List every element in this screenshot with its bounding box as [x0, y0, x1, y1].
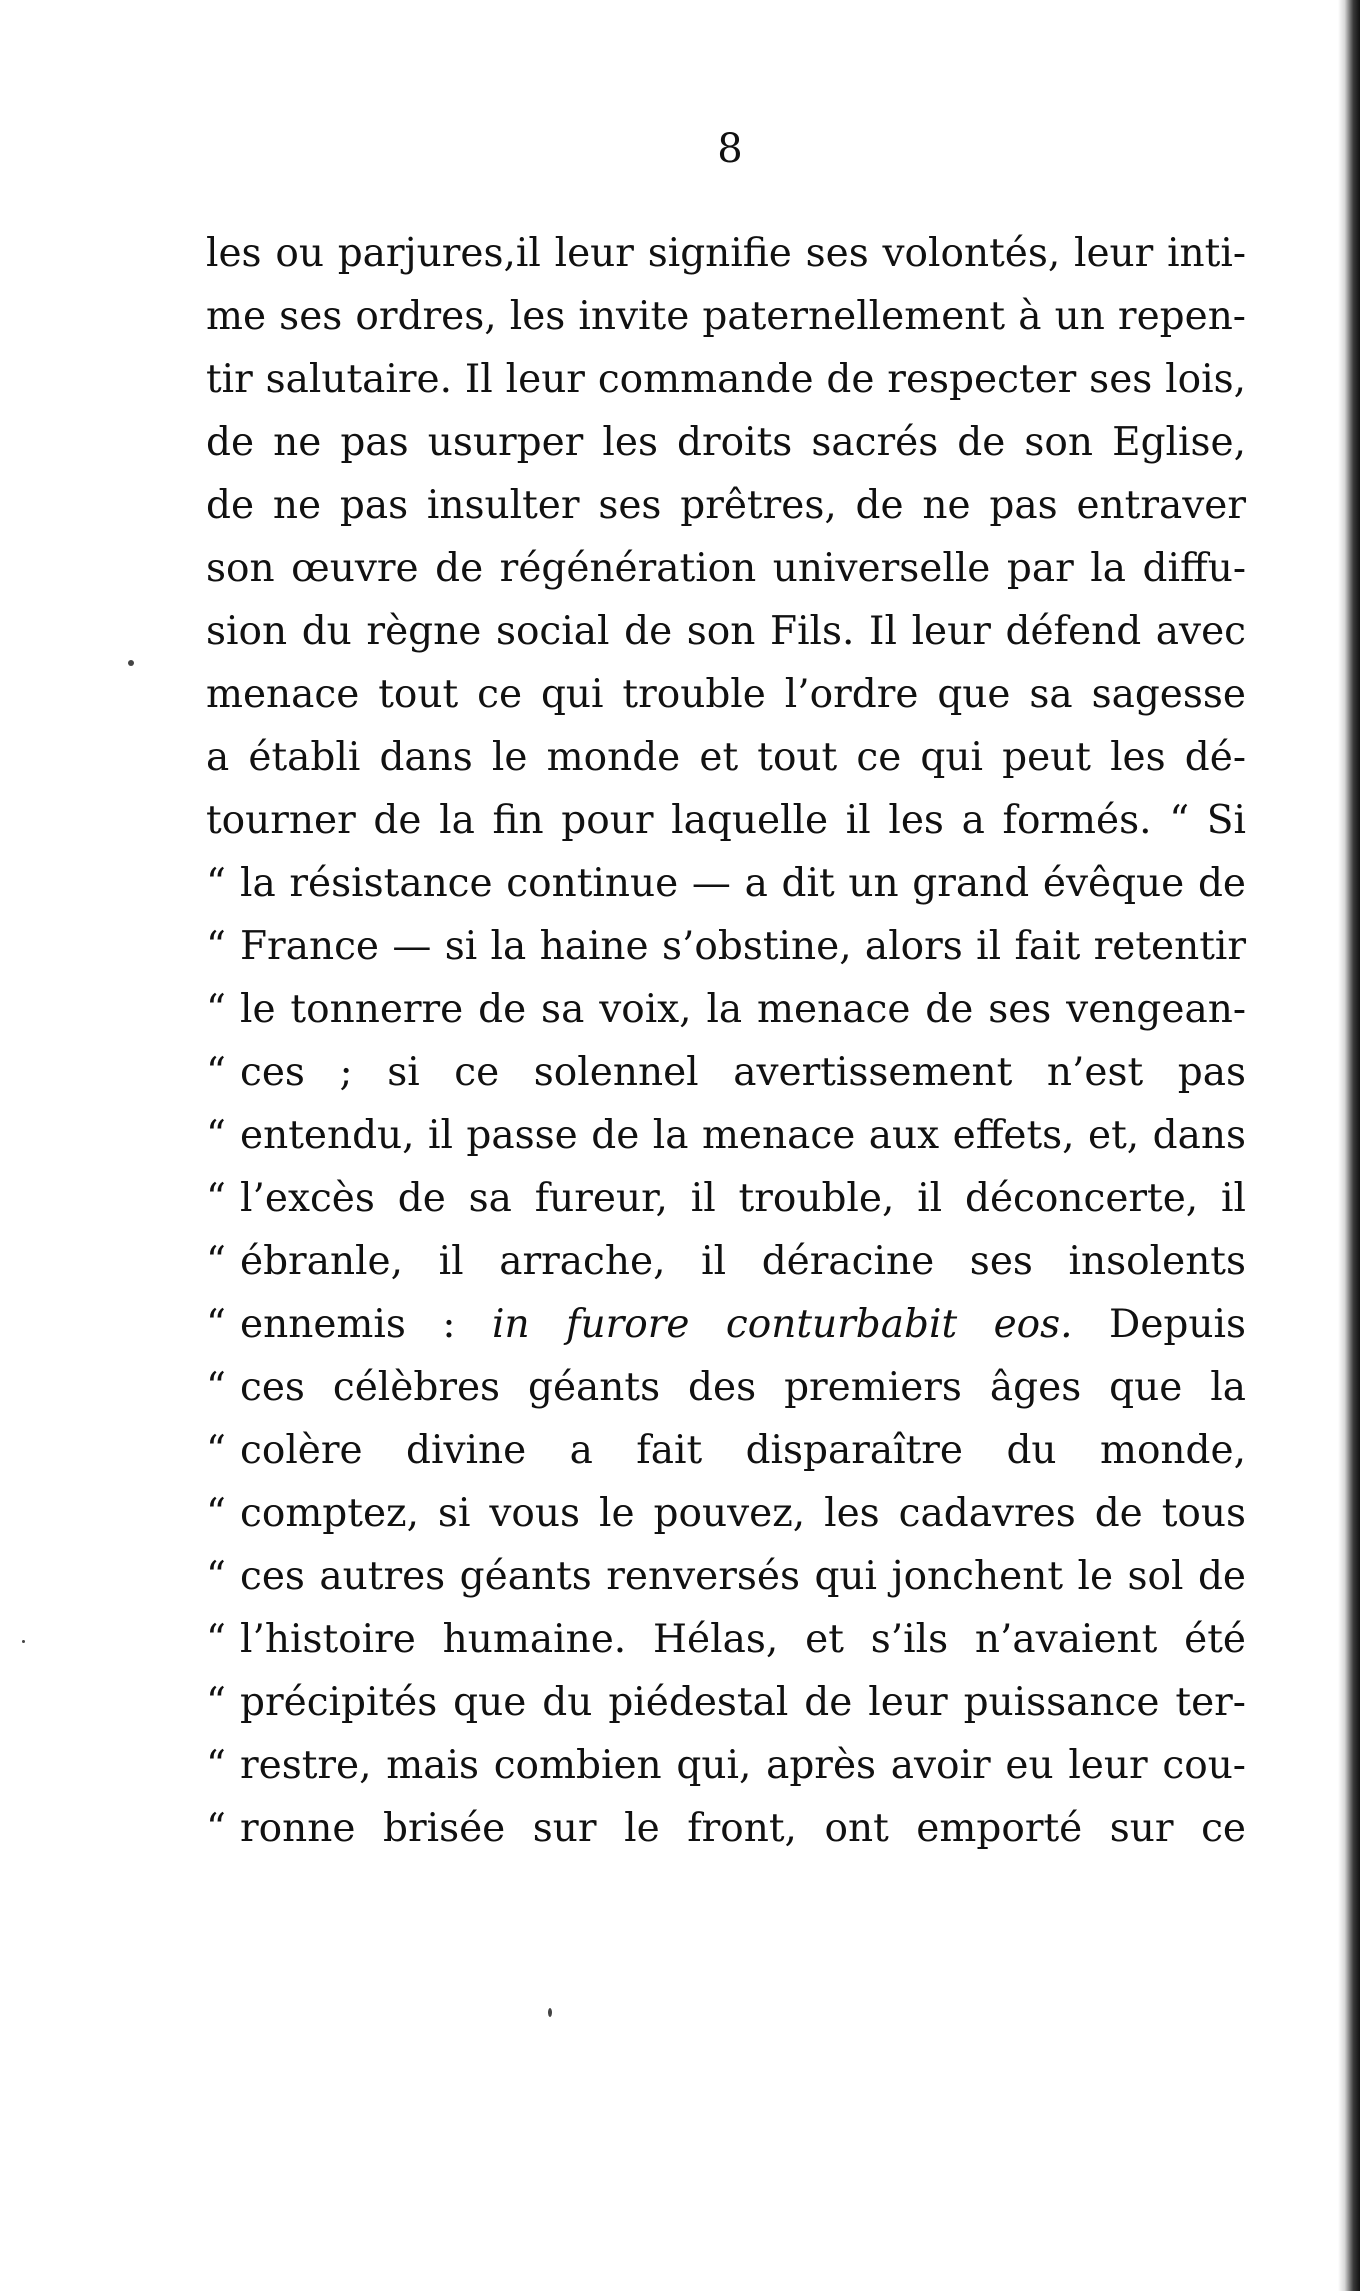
- text-line-8: menace tout ce qui trouble l’ordre que sa sagesse: [206, 672, 1246, 717]
- text-line-12: “ France — si la haine s’obstine, alors il fait retentir: [206, 915, 1246, 978]
- text-line-26: “ ronne brisée sur le front, ont emporté sur ce: [206, 1797, 1246, 1860]
- quote-mark: “: [206, 861, 226, 906]
- text-line-5: de ne pas insulter ses prêtres, de ne pas entraver: [206, 483, 1246, 528]
- text-line-20: “ colère divine a fait disparaître du monde,: [206, 1419, 1246, 1482]
- latin-quotation: in furore conturbabit eos.: [491, 1302, 1073, 1347]
- ink-speck: [22, 1640, 25, 1643]
- text-line-10: tourner de la fin pour laquelle il les a formés. “ Si: [206, 798, 1246, 843]
- text-line-1: les ou parjures,il leur signifie ses volontés, leur inti-: [206, 231, 1246, 276]
- text-line-14: “ ces ; si ce solennel avertissement n’est pas: [206, 1041, 1246, 1104]
- quote-mark: “: [206, 1617, 226, 1662]
- text-line-21: “ comptez, si vous le pouvez, les cadavres de tous: [206, 1482, 1246, 1545]
- text-line-3: tir salutaire. Il leur commande de respecter ses lois,: [206, 357, 1246, 402]
- text-line-7: sion du règne social de son Fils. Il leur défend avec: [206, 609, 1246, 654]
- quote-mark: “: [206, 924, 226, 969]
- quote-mark: “: [206, 987, 226, 1032]
- body-text: [206, 222, 1246, 1860]
- text-line-13: “ le tonnerre de sa voix, la menace de ses vengean-: [206, 978, 1246, 1041]
- text-line-16: “ l’excès de sa fureur, il trouble, il déconcerte, il: [206, 1167, 1246, 1230]
- text-line-22: “ ces autres géants renversés qui jonchent le sol de: [206, 1545, 1246, 1608]
- quote-mark: “: [206, 1365, 226, 1410]
- text-line-9: a établi dans le monde et tout ce qui peut les dé-: [206, 735, 1246, 780]
- page-number: 8: [717, 126, 743, 172]
- page-binding-edge: [1338, 0, 1360, 2291]
- quote-mark: “: [206, 1743, 226, 1788]
- ink-speck: [128, 660, 134, 666]
- quote-mark: “: [206, 1239, 226, 1284]
- quote-mark: “: [206, 1302, 226, 1347]
- quote-mark: “: [206, 1491, 226, 1536]
- quote-mark: “: [206, 1176, 226, 1221]
- quote-mark: “: [206, 1806, 226, 1851]
- text-line-24: “ précipités que du piédestal de leur puissance ter-: [206, 1671, 1246, 1734]
- quote-mark: “: [206, 1554, 226, 1599]
- text-line-15: “ entendu, il passe de la menace aux effets, et, dans: [206, 1104, 1246, 1167]
- text-line-25: “ restre, mais combien qui, après avoir eu leur cou-: [206, 1734, 1246, 1797]
- text-line-2: me ses ordres, les invite paternellement à un repen-: [206, 294, 1246, 339]
- ink-speck: [548, 2008, 552, 2017]
- text-line-4: de ne pas usurper les droits sacrés de son Eglise,: [206, 420, 1246, 465]
- quote-mark: “: [206, 1050, 226, 1095]
- text-line-23: “ l’histoire humaine. Hélas, et s’ils n’avaient été: [206, 1608, 1246, 1671]
- text-line-6: son œuvre de régénération universelle par la diffu-: [206, 546, 1246, 591]
- text-line-18: “ ennemis : in furore conturbabit eos. Depuis: [206, 1293, 1246, 1356]
- quote-mark: “: [206, 1113, 226, 1158]
- text-line-17: “ ébranle, il arrache, il déracine ses insolents: [206, 1230, 1246, 1293]
- quote-mark: “: [206, 1680, 226, 1725]
- quote-mark: “: [206, 1428, 226, 1473]
- text-line-11: “ la résistance continue — a dit un grand évêque de: [206, 852, 1246, 915]
- text-line-19: “ ces célèbres géants des premiers âges que la: [206, 1356, 1246, 1419]
